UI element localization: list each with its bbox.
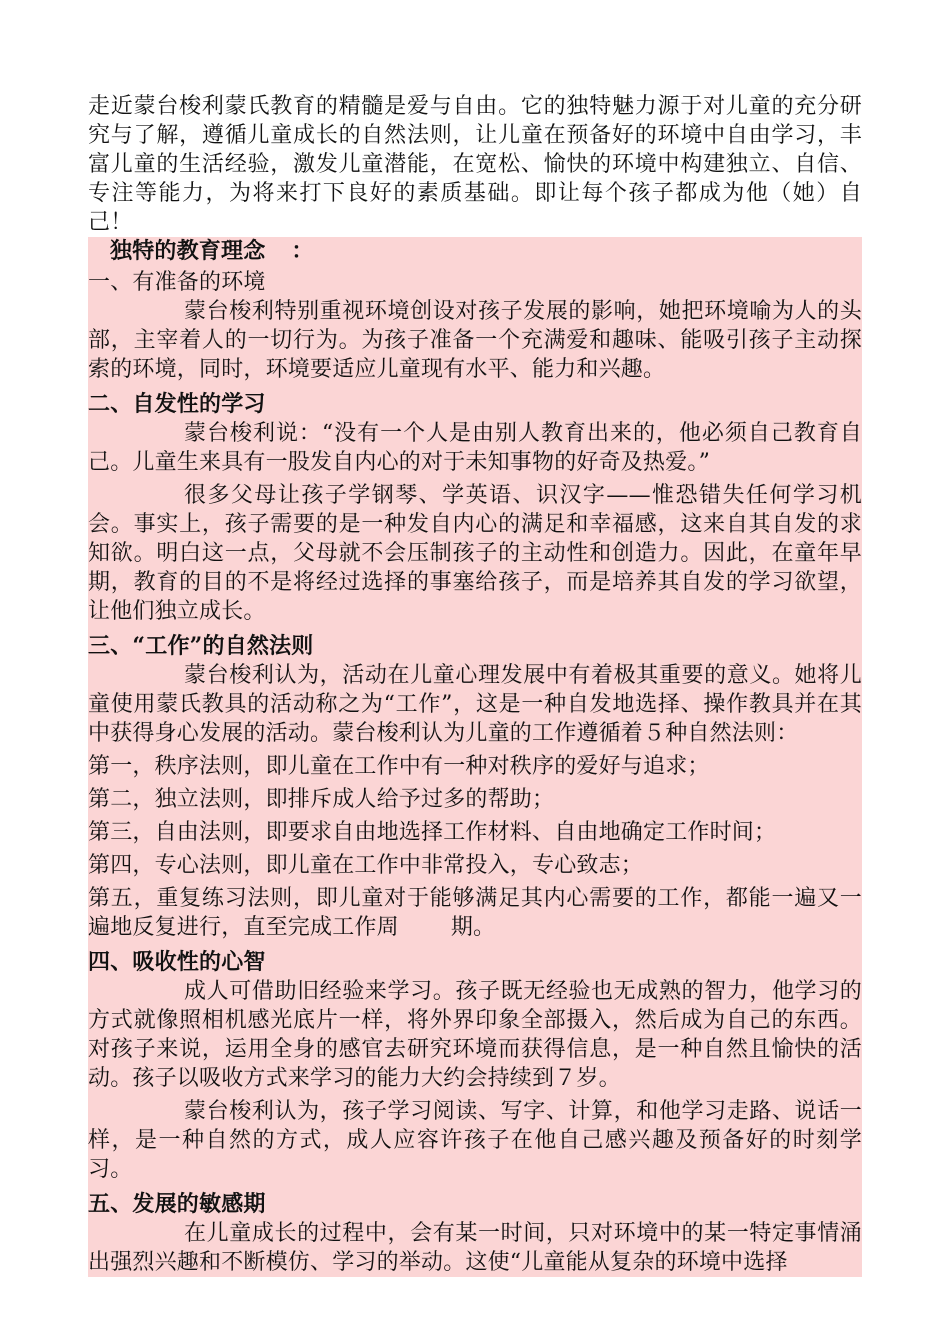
law-item: 第四，专心法则，即儿童在工作中非常投入，专心致志； — [88, 853, 644, 878]
subtitle-text: 独特的教育理念 — [110, 238, 266, 264]
law-item: 第三，自由法则，即要求自由地选择工作材料、自由地确定工作时间； — [88, 820, 777, 845]
paragraph-absorbent: 成人可借助旧经验来学习。孩子既无经验也无成熟的智力，他学习的方式就像照相机感光底片一样，将外界印象全部摄入，然后成为自己的东西。对孩子来说，运用全身的感官去研究环境而获得信息，是一种自然且愉快的活动。孩子以吸收方式来学习的能力大约会持续到７岁。 — [88, 979, 862, 1091]
paragraph-environment: 蒙台梭利特别重视环境创设对孩子发展的影响，她把环境喻为人的头部，主宰着人的一切行为。为孩子准备一个充满爱和趣味、能吸引孩子主动探索的环境，同时，环境要适应儿童现有水平、能力和兴趣。 — [88, 299, 862, 382]
law-item: 第二，独立法则，即排斥成人给予过多的帮助； — [88, 787, 555, 812]
paragraph-sensitive: 在儿童成长的过程中，会有某一时间，只对环境中的某一特定事情涌出强烈兴趣和不断模仿、学习的举动。这使“儿童能从复杂的环境中选择 — [88, 1221, 862, 1275]
law-item: 第一，秩序法则，即儿童在工作中有一种对秩序的爱好与追求； — [88, 754, 710, 779]
heading-prepared-environment: 一、有准备的环境 — [88, 270, 266, 295]
heading-work-natural-law: 三、“工作”的自然法则 — [88, 633, 314, 659]
document-page — [88, 92, 862, 1277]
law-item-5-end: 期。 — [450, 915, 496, 940]
paragraph-work: 蒙台梭利认为，活动在儿童心理发展中有着极其重要的意义。她将儿童使用蒙氏教具的活动称之为“工作”，这是一种自发地选择、操作教具并在其中获得身心发展的活动。蒙台梭利认为儿童的工作遵循着５种自然法则： — [88, 663, 862, 746]
law-item-5 — [88, 884, 862, 942]
subtitle-colon: ： — [291, 238, 314, 264]
paragraph-montessori-quote: 蒙台梭利说：“没有一个人是由别人教育出来的，他必须自己教育自己。儿童生来具有一股发自内心的对于未知事物的好奇及热爱。” — [88, 421, 862, 475]
section-subtitle — [88, 237, 862, 266]
heading-spontaneous-learning: 二、自发性的学习 — [88, 391, 266, 417]
heading-sensitive-period: 五、发展的敏感期 — [88, 1191, 266, 1217]
intro-paragraph: 走近蒙台梭利蒙氏教育的精髓是爱与自由。它的独特魅力源于对儿童的充分研究与了解，遵循儿童成长的自然法则，让儿童在预备好的环境中自由学习，丰富儿童的生活经验，激发儿童潜能，在宽松、愉快的环境中构建独立、自信、专注等能力，为将来打下良好的素质基础。即让每个孩子都成为他（她）自己！ — [88, 94, 862, 235]
highlighted-content — [88, 237, 862, 1277]
paragraph-parents: 很多父母让孩子学钢琴、学英语、识汉字——惟恐错失任何学习机会。事实上，孩子需要的是一种发自内心的满足和幸福感，这来自其自发的求知欲。明白这一点，父母就不会压制孩子的主动性和创造力。因此，在童年早期，教育的目的不是将经过选择的事塞给孩子，而是培养其自发的学习欲望，让他们独立成长。 — [88, 483, 862, 624]
law-item-5-text: 第五，重复练习法则，即儿童对于能够满足其内心需要的工作，都能一遍又一遍地反复进行，直至完成工作周 — [88, 886, 862, 940]
paragraph-reading: 蒙台梭利认为，孩子学习阅读、写字、计算，和他学习走路、说话一样，是一种自然的方式，成人应容许孩子在他自己感兴趣及预备好的时刻学习。 — [88, 1099, 862, 1182]
heading-absorbent-mind: 四、吸收性的心智 — [88, 949, 266, 975]
